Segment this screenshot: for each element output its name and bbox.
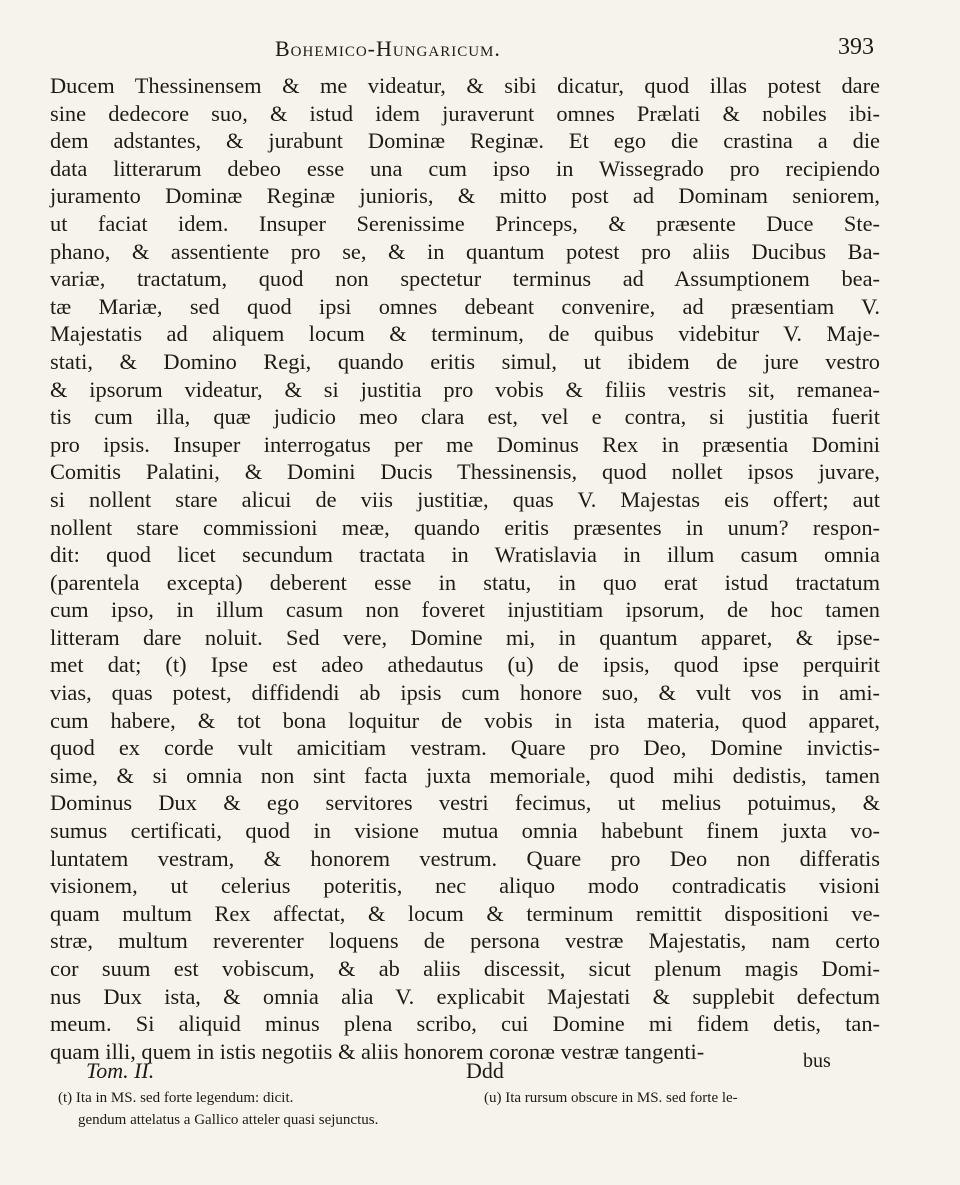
text-line: quam illi, quem in istis negotiis & aliis honorem coronæ vestræ tangenti- <box>50 1038 705 1064</box>
text-line: met dat; (t) Ipse est adeo athedautus (u) de ipsis, quod ipse perquirit <box>50 652 880 678</box>
text-line: & ipsorum videatur, & si justitia pro vobis & filiis vestris sit, remanea- <box>50 376 880 402</box>
text-line: luntatem vestram, & honorem vestrum. Quare pro Deo non differatis <box>50 845 880 871</box>
text-line: (parentela excepta) deberent esse in statu, in quo erat istud tractatum <box>50 569 880 595</box>
text-line: quam multum Rex affectat, & locum & terminum remittit dispositioni ve- <box>50 900 880 926</box>
volume-label: Tom. II. <box>86 1058 155 1083</box>
text-line: variæ, tractatum, quod non spectetur terminus ad Assumptionem bea- <box>50 266 880 292</box>
text-line: litteram dare noluit. Sed vere, Domine mi, in quantum apparet, & ipse- <box>50 624 880 650</box>
text-line: cor suum est vobiscum, & ab aliis discessit, sicut plenum magis Domi- <box>50 956 880 981</box>
page-number: 393 <box>838 34 874 60</box>
text-line: dit: quod licet secundum tractata in Wratislavia in illum casum omnia <box>50 542 880 568</box>
text-line: ut faciat idem. Insuper Serenissime Princeps, & præsente Duce Ste- <box>50 210 880 236</box>
text-line: cum ipso, in illum casum non foveret injustitiam ipsorum, de hoc tamen <box>50 597 880 623</box>
text-line: sumus certificati, quod in visione mutua omnia habebunt finem juxta vo- <box>50 818 880 844</box>
text-line: cum habere, & tot bona loquitur de vobis in ista materia, quod apparet, <box>50 707 880 733</box>
footnote-t: (t) Ita in MS. sed forte legendum: dicit. <box>58 1090 294 1106</box>
text-line: data litterarum debeo esse una cum ipso in Wissegrado pro recipiendo <box>50 155 880 181</box>
text-line: stati, & Domino Regi, quando eritis simul, ut ibidem de jure vestro <box>50 348 880 374</box>
text-line: juramento Dominæ Reginæ junioris, & mitto post ad Dominam seniorem, <box>50 183 880 209</box>
text-line: Comitis Palatini, & Domini Ducis Thessinensis, quod nollet ipsos juvare, <box>50 459 880 485</box>
text-line: Majestatis ad aliquem locum & terminum, de quibus videbitur V. Maje- <box>50 321 880 347</box>
body-text <box>50 72 880 1065</box>
text-line: sime, & si omnia non sint facta juxta memoriale, quod mihi dedistis, tamen <box>50 762 880 788</box>
footnote-continuation: gendum attelatus a Gallico atteler quasi sejunctus. <box>78 1112 379 1128</box>
text-line: si nollent stare alicui de viis justitiæ, quas V. Majestas eis offert; aut <box>50 486 880 512</box>
text-line: nollent stare commissioni meæ, quando eritis præsentes in unum? respon- <box>50 514 880 540</box>
text-line: phano, & assentiente pro se, & in quantum potest pro aliis Ducibus Ba- <box>50 238 880 264</box>
text-line: quod ex corde vult amicitiam vestram. Quare pro Deo, Domine invictis- <box>50 735 880 761</box>
footnote-u: (u) Ita rursum obscure in MS. sed forte le- <box>484 1090 738 1106</box>
text-line: tæ Mariæ, sed quod ipsi omnes debeant convenire, ad præsentiam V. <box>50 293 880 319</box>
text-line: tis cum illa, quæ judicio meo clara est, vel e contra, si justitia fuerit <box>50 404 880 430</box>
catchword: bus <box>803 1050 831 1072</box>
text-line: sine dedecore suo, & istud idem juraverunt omnes Prælati & nobiles ibi- <box>50 100 880 126</box>
running-title: Bohemico-Hungaricum. <box>275 36 501 61</box>
signature-mark: Ddd <box>466 1058 504 1083</box>
text-line: vias, quas potest, diffidendi ab ipsis cum honore suo, & vult vos in ami- <box>50 680 880 706</box>
text-line: pro ipsis. Insuper interrogatus per me Dominus Rex in præsentia Domini <box>50 431 880 457</box>
text-line: nus Dux ista, & omnia alia V. explicabit Majestati & supplebit defectum <box>50 983 880 1009</box>
text-line: meum. Si aliquid minus plena scribo, cui Domine mi fidem detis, tan- <box>50 1011 880 1037</box>
text-line: visionem, ut celerius poteritis, nec aliquo modo contradicatis visioni <box>50 873 880 899</box>
page-header <box>0 30 960 70</box>
text-line: dem adstantes, & jurabunt Dominæ Reginæ. Et ego die crastina a die <box>50 128 880 154</box>
text-line: Ducem Thessinensem & me videatur, & sibi dicatur, quod illas potest dare <box>50 73 880 98</box>
text-line: stræ, multum reverenter loquens de persona vestræ Majestatis, nam certo <box>50 928 880 954</box>
text-line: Dominus Dux & ego servitores vestri fecimus, ut melius potuimus, & <box>50 790 880 816</box>
